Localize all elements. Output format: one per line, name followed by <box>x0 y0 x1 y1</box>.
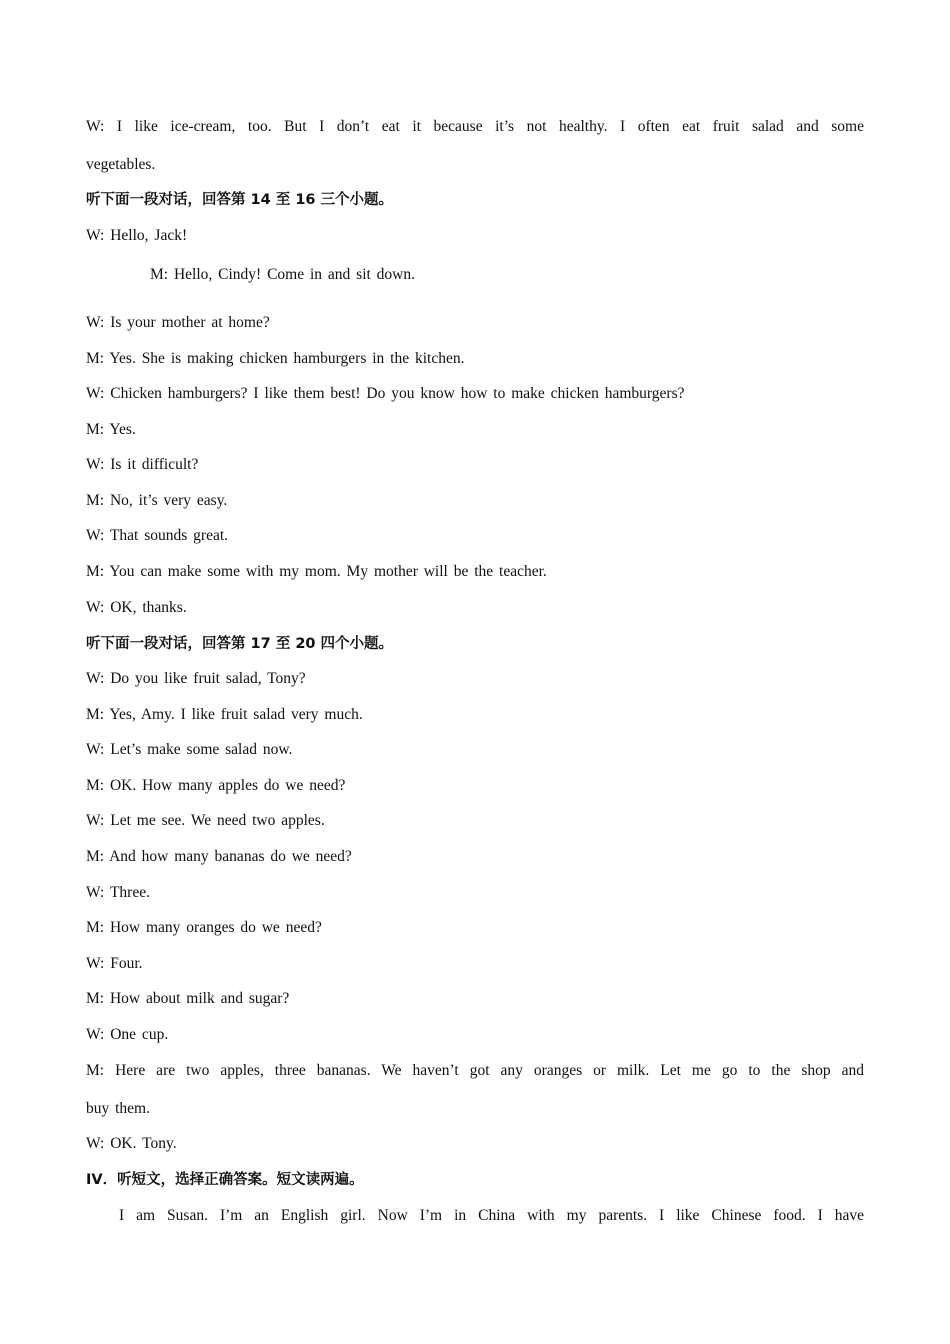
section-heading: IV．听短文，选择正确答案。短文读两遍。 <box>86 1172 364 1188</box>
dialogue-line: W: Let me see. We need two apples. <box>86 812 325 829</box>
dialogue-line: M: You can make some with my mom. My mother will be the teacher. <box>86 563 547 580</box>
section-instruction: 听下面一段对话，回答第 14 至 16 三个小题。 <box>86 192 394 208</box>
dialogue-line: W: Do you like fruit salad, Tony? <box>86 670 306 687</box>
dialogue-line: W: Three. <box>86 884 150 901</box>
dialogue-line: vegetables. <box>86 156 156 173</box>
dialogue-line: M: OK. How many apples do we need? <box>86 777 346 794</box>
passage-line: I am Susan. I’m an English girl. Now I’m in China with my parents. I like Chinese food. I have <box>119 1207 864 1224</box>
dialogue-line: M: How many oranges do we need? <box>86 919 322 936</box>
dialogue-line: W: Chicken hamburgers? I like them best! Do you know how to make chicken hamburgers? <box>86 385 685 402</box>
dialogue-line: W: One cup. <box>86 1026 169 1043</box>
dialogue-line: M: Here are two apples, three bananas. We haven’t got any oranges or milk. Let me go to the shop and <box>86 1062 864 1079</box>
dialogue-line: W: OK, thanks. <box>86 599 187 616</box>
dialogue-line: W: Let’s make some salad now. <box>86 741 293 758</box>
dialogue-line: buy them. <box>86 1100 150 1117</box>
dialogue-line: M: Yes. <box>86 421 136 438</box>
dialogue-line: W: Is your mother at home? <box>86 314 270 331</box>
dialogue-line: W: Hello, Jack! <box>86 227 188 244</box>
dialogue-line: M: Yes. She is making chicken hamburgers in the kitchen. <box>86 350 465 367</box>
dialogue-line: W: I like ice-cream, too. But I don’t eat it because it’s not healthy. I often eat fruit salad and some <box>86 118 864 135</box>
section-instruction: 听下面一段对话，回答第 17 至 20 四个小题。 <box>86 636 394 652</box>
dialogue-line: M: No, it’s very easy. <box>86 492 228 509</box>
dialogue-line: M: And how many bananas do we need? <box>86 848 352 865</box>
dialogue-line: M: Yes, Amy. I like fruit salad very much. <box>86 706 363 723</box>
dialogue-line: M: How about milk and sugar? <box>86 990 290 1007</box>
dialogue-line: W: Four. <box>86 955 143 972</box>
dialogue-line: W: That sounds great. <box>86 527 229 544</box>
dialogue-line: W: OK. Tony. <box>86 1135 177 1152</box>
dialogue-line: W: Is it difficult? <box>86 456 199 473</box>
dialogue-line: M: Hello, Cindy! Come in and sit down. <box>150 266 416 283</box>
